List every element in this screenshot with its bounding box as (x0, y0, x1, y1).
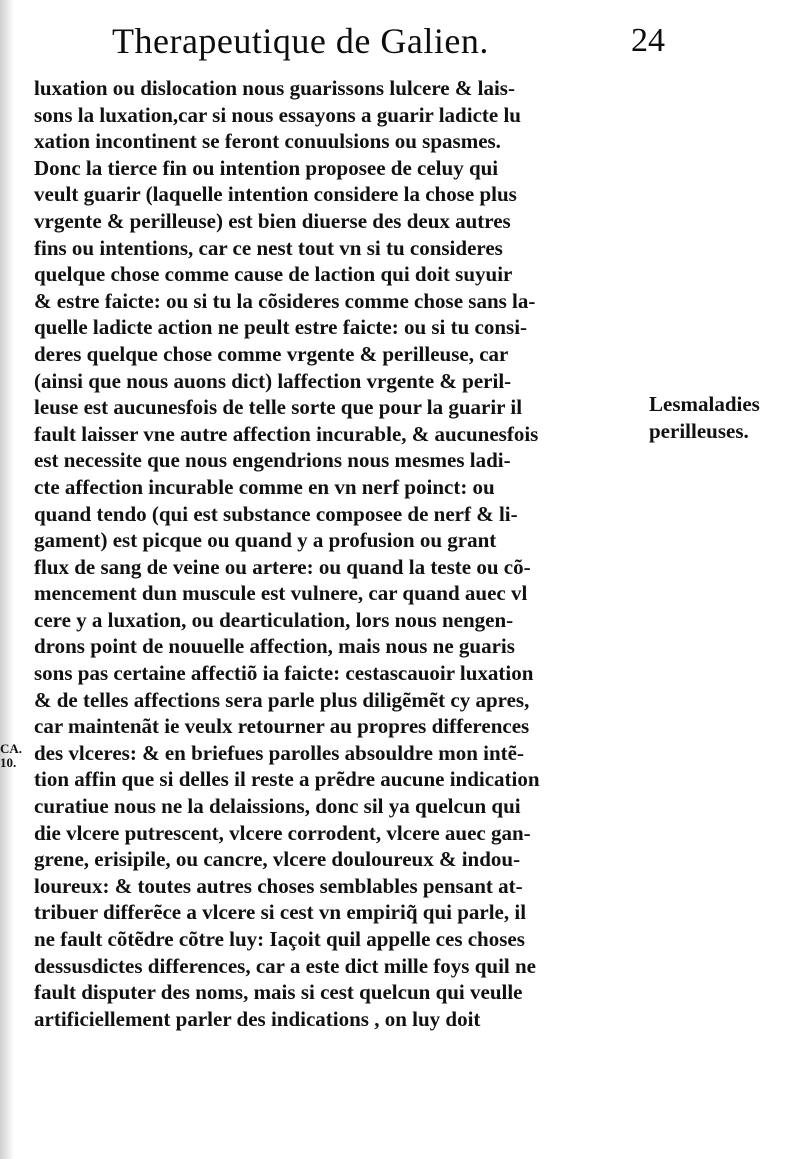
text-line: sons pas certaine affectiõ ia faicte: cestascauoir luxation (34, 661, 534, 686)
text-line: tribuer differẽce a vlcere si cest vn empiriq̃ qui parle, il (34, 900, 527, 925)
text-line: vrgente & perilleuse) est bien diuerse des deux autres (34, 208, 511, 233)
text-line: fault disputer des noms, mais si cest quelcun qui veulle (34, 980, 523, 1005)
page-gutter-shadow (0, 0, 14, 1159)
text-line: loureux: & toutes autres choses semblables pensant at- (34, 873, 523, 898)
chapter-marker (0, 742, 22, 770)
text-line: die vlcere putrescent, vlcere corrodent, vlcere auec gan- (34, 820, 531, 845)
text-line: Donc la tierce fin ou intention proposee de celuy qui (34, 155, 499, 180)
text-line: & de telles affections sera parle plus diligẽmẽt cy apres, (34, 687, 530, 712)
text-line: quand tendo (qui est substance composee de nerf & li- (34, 501, 518, 526)
text-line: artificiellement parler des indications , on luy doit (34, 1006, 481, 1031)
text-line: xation incontinent se feront conuulsions ou spasmes. (34, 129, 501, 154)
text-line: leuse est aucunesfois de telle sorte que pour la guarir il (34, 395, 523, 420)
text-line: curatiue nous ne la delaissions, donc sil ya quelcun qui (34, 794, 521, 819)
text-line: drons point de nouuelle affection, mais nous ne guaris (34, 634, 515, 659)
text-line: flux de sang de veine ou artere: ou quand la teste ou cõ- (34, 554, 531, 579)
text-line: & estre faicte: ou si tu la cõsideres comme chose sans la- (34, 288, 536, 313)
text-line: tion affin que si delles il reste a prẽdre aucune indication (34, 767, 540, 792)
margin-note-line: Lesmaladies (649, 392, 760, 416)
text-line: mencement dun muscule est vulnere, car quand auec vl (34, 581, 528, 606)
text-line: gament) est picque ou quand y a profusion ou grant (34, 528, 497, 553)
text-line: fins ou intentions, car ce nest tout vn si tu consideres (34, 235, 503, 260)
text-line: quelle ladicte action ne peult estre faicte: ou si tu consi- (34, 315, 528, 340)
text-line: fault laisser vne autre affection incurable, & aucunesfois (34, 421, 539, 446)
text-line: sons la luxation,car si nous essayons a guarir ladicte lu (34, 102, 521, 127)
chapter-marker-label: CA. (0, 741, 23, 756)
text-line: luxation ou dislocation nous guarissons lulcere & lais- (34, 76, 515, 100)
text-line: veult guarir (laquelle intention considere la chose plus (34, 182, 517, 207)
text-line: dessusdictes differences, car a este dict mille foys quil ne (34, 953, 537, 978)
text-line: quelque chose comme cause de laction qui doit suyuir (34, 262, 513, 287)
text-line: car maintenãt ie veulx retourner au propres differences (34, 714, 530, 739)
body-text (34, 75, 646, 1032)
text-line: (ainsi que nous auons dict) laffection vrgente & peril- (34, 368, 512, 393)
margin-note-line: perilleuses. (649, 418, 749, 443)
text-line: cte affection incurable comme en vn nerf poinct: ou (34, 474, 495, 499)
text-line: des vlceres: & en briefues parolles absouldre mon intẽ- (34, 740, 524, 765)
text-line: ne fault cõtẽdre cõtre luy: Iaçoit quil appelle ces choses (34, 927, 525, 951)
text-line: grene, erisipile, ou cancre, vlcere douloureux & indou- (34, 847, 521, 872)
page-number: 24 (631, 22, 665, 59)
chapter-marker-number: 10. (0, 755, 17, 770)
running-title: Therapeutique de Galien. (112, 21, 489, 61)
margin-note (649, 390, 799, 443)
text-line: deres quelque chose comme vrgente & perilleuse, car (34, 341, 509, 366)
page-header (0, 20, 800, 70)
text-line: cere y a luxation, ou dearticulation, lors nous nengen- (34, 607, 514, 632)
text-line: est necessite que nous engendrions nous mesmes ladi- (34, 448, 511, 473)
